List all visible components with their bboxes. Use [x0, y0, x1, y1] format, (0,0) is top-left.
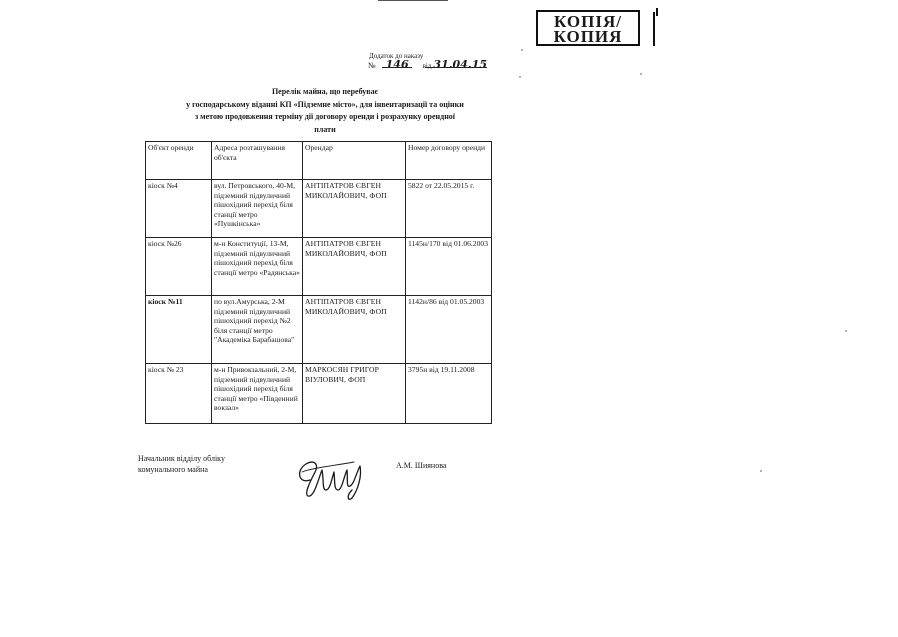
cell-tenant: АНТІПАТРОВ ЄВГЕН МИКОЛАЙОВИЧ, ФОП	[303, 296, 406, 364]
cell-contract: 1145н/170 від 01.06.2003	[406, 238, 492, 296]
header-address: Адреса розташування об'єкта	[212, 142, 303, 180]
annex-underline	[425, 67, 487, 68]
scan-edge-line	[378, 0, 448, 1]
cell-tenant: АНТІПАТРОВ ЄВГЕН МИКОЛАЙОВИЧ, ФОП	[303, 238, 406, 296]
header-tenant: Орендар	[303, 142, 406, 180]
cell-address: м-н Привокзальний, 2-М, підземний підвуличний пішохідний перехід біля станції метро «Південний вокзал»	[212, 364, 303, 424]
handwritten-signature	[292, 450, 372, 502]
table-header-row	[146, 142, 492, 180]
annex-reference	[368, 58, 488, 71]
header-contract: Номер договору оренди	[406, 142, 492, 180]
cell-address: м-н Конституції, 13-М, підземний підвуличний пішохідний перехід біля станції метро «Радянська»	[212, 238, 303, 296]
cell-tenant: МАРКОСЯН ГРИГОР ВІУЛОВИЧ, ФОП	[303, 364, 406, 424]
table-row	[146, 180, 492, 238]
scan-speck	[640, 73, 642, 75]
signatory-name: А.М. Шиянова	[396, 461, 447, 470]
signatory-position	[138, 453, 225, 475]
cell-tenant: АНТІПАТРОВ ЄВГЕН МИКОЛАЙОВИЧ, ФОП	[303, 180, 406, 238]
stamp-line-2: КОПИЯ	[553, 27, 623, 46]
scan-speck	[521, 49, 523, 51]
cell-object: кіоск №4	[146, 180, 212, 238]
cell-object: кіоск № 23	[146, 364, 212, 424]
stamp-edge-mark	[653, 12, 655, 46]
annex-no-label: №	[368, 61, 376, 70]
annex-from-label: від	[422, 62, 432, 70]
document-title	[140, 86, 510, 136]
scan-speck	[519, 76, 521, 78]
title-line-2: у господарському віданні КП «Підземне місто», для інвентаризації та оцінки	[186, 99, 464, 109]
annex-date: 31.04.15	[433, 58, 488, 71]
stamp-line-1: КОПІЯ/	[554, 12, 622, 31]
cell-contract: 3795н від 19.11.2008	[406, 364, 492, 424]
cell-contract: 5822 от 22.05.2015 г.	[406, 180, 492, 238]
cell-object: кіоск №11	[146, 296, 212, 364]
table-row	[146, 296, 492, 364]
title-line-1: Перелік майна, що перебуває	[271, 87, 379, 96]
cell-address: вул. Петровського, 40-М, підземний підвуличний пішохідний перехід біля станції метро «Пушкінська»	[212, 180, 303, 238]
copy-stamp	[536, 10, 640, 46]
scan-speck	[845, 330, 847, 332]
scan-speck	[760, 470, 762, 472]
table-row	[146, 364, 492, 424]
cell-contract: 1142н/86 від 01.05.2003	[406, 296, 492, 364]
property-table	[145, 141, 492, 424]
cell-address: по вул.Амурська, 2-М підземний підвуличний пішохідний перехід №2 біля станції метро "Академіка Барабашова"	[212, 296, 303, 364]
annex-title: Додаток до наказу	[369, 52, 424, 60]
position-line-1: Начальник відділу обліку	[138, 454, 225, 463]
stamp-edge-mark	[656, 8, 658, 16]
header-object: Об'єкт оренди	[146, 142, 212, 180]
annex-underline	[382, 67, 412, 68]
annex-number: 146	[385, 58, 409, 71]
title-line-3: з метою продовження терміну дії договору оренди і розрахунку орендної	[194, 112, 456, 121]
table-row	[146, 238, 492, 296]
cell-object: кіоск №26	[146, 238, 212, 296]
position-line-2: комунального майна	[138, 465, 208, 474]
title-line-4: плати	[314, 124, 336, 134]
